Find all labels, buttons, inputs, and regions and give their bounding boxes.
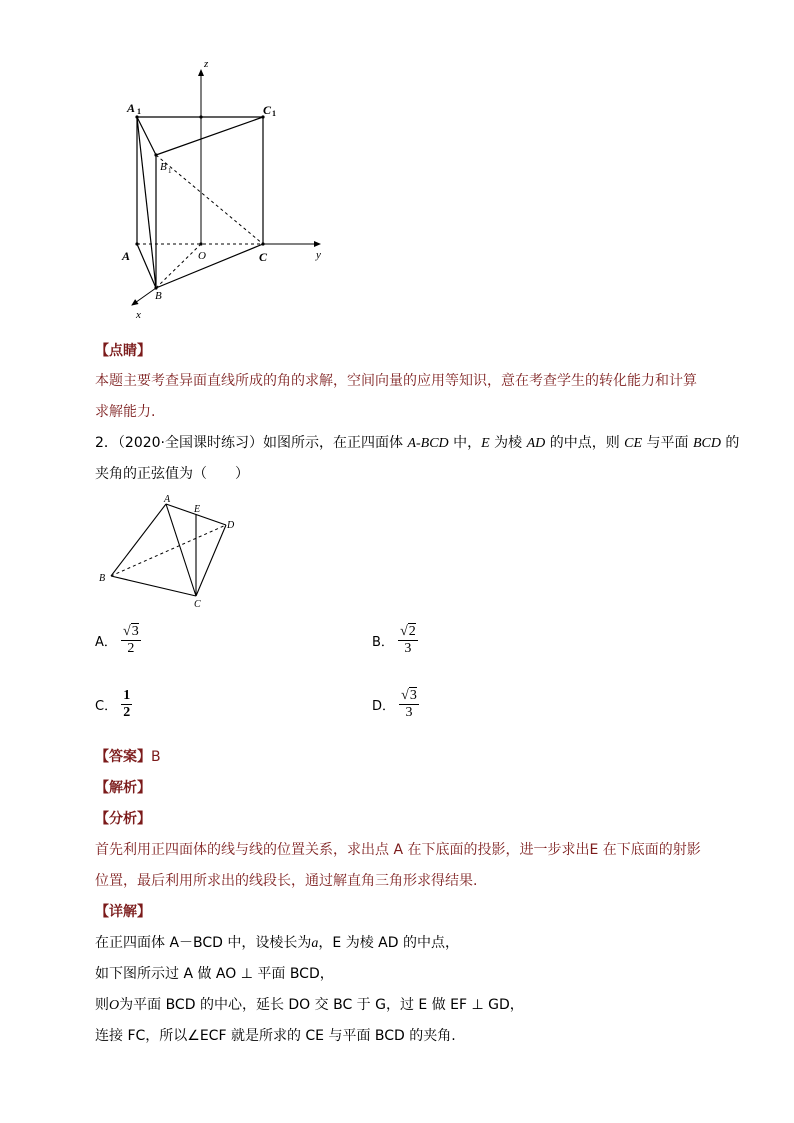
q2-solid: A-BCD [407,436,449,451]
fenxi-text-1: 首先利用正四面体的线与线的位置关系，求出点 A 在下底面的投影，进一步求出E 在下底面的射影 [95,842,701,858]
q2-prefix: 2．（2020·全国课时练习）如图所示，在正四面体 [95,435,408,451]
figure-prism-coordinate [108,50,348,325]
label-z: z [204,58,209,70]
label-d: D [227,520,235,531]
option-b-fraction: $\frac{√2}{3}$ [400,624,416,656]
fenxi-tag: 【分析】 [95,811,151,827]
option-c[interactable]: C． $\frac{1}{2}$ [95,688,131,720]
fenxi-text-2: 位置，最后利用所求出的线段长，通过解直角三角形求得结果. [95,873,478,889]
label-e: E [194,504,201,515]
label-c: C [259,250,268,264]
label-b1: B [160,161,167,173]
label-c1: C [263,103,272,117]
label-b1-sub: 1 [168,167,172,175]
xiangjie-line-3: 则O为平面 BCD 的中心，延长 DO 交 BC 于 G，过 E 做 EF ⊥ GD， [95,997,524,1013]
answer-value: B [151,749,161,765]
question-2-stem: 2．（2020·全国课时练习）如图所示，在正四面体 A-BCD 中，E 为棱 AD 的中点，则 CE 与平面 BCD 的 [95,435,740,451]
xiangjie-line-1: 在正四面体 A－BCD 中，设棱长为a，E 为棱 AD 的中点， [95,935,459,951]
answer-row [95,746,161,766]
label-c: C [194,599,201,610]
label-a: A [164,494,171,505]
option-a-fraction: $\frac{√3}{2}$ [123,624,139,656]
option-c-fraction: $\frac{1}{2}$ [123,688,131,720]
label-a1: A [127,101,136,115]
jiexi-tag: 【解析】 [95,780,151,796]
label-y: y [316,249,321,261]
label-a1-sub: 1 [137,107,141,116]
xiangjie-line-4: 连接 FC，所以∠ECF 就是所求的 CE 与平面 BCD 的夹角. [95,1028,456,1044]
label-o: O [198,250,206,262]
xiangjie-line-2: 如下图所示过 A 做 AO ⊥ 平面 BCD， [95,966,334,982]
option-d-fraction: $\frac{√3}{3}$ [401,688,417,720]
option-a[interactable]: A． $\frac{√3}{2}$ [95,624,139,656]
label-c1-sub: 1 [272,109,276,118]
prism-diagram [108,50,348,325]
label-b: B [99,573,106,584]
label-b: B [155,290,162,302]
dianjing-text-2: 求解能力. [95,404,156,420]
x-axis [132,288,156,305]
label-x: x [136,309,141,321]
option-b[interactable]: B． $\frac{√2}{3}$ [372,624,416,656]
dianjing-text-1: 本题主要考查异面直线所成的角的求解，空间向量的应用等知识，意在考查学生的转化能力和计算 [95,373,697,389]
figure-tetrahedron [96,490,256,612]
option-d[interactable]: D． $\frac{√3}{3}$ [372,688,417,720]
xiangjie-tag: 【详解】 [95,904,151,920]
dianjing-tag: 【点睛】 [95,343,151,359]
question-2-stem-line2: 夹角的正弦值为（ ） [95,466,249,482]
answer-tag: 【答案】 [95,749,151,765]
label-a: A [122,249,131,263]
tetrahedron-diagram [96,490,256,612]
